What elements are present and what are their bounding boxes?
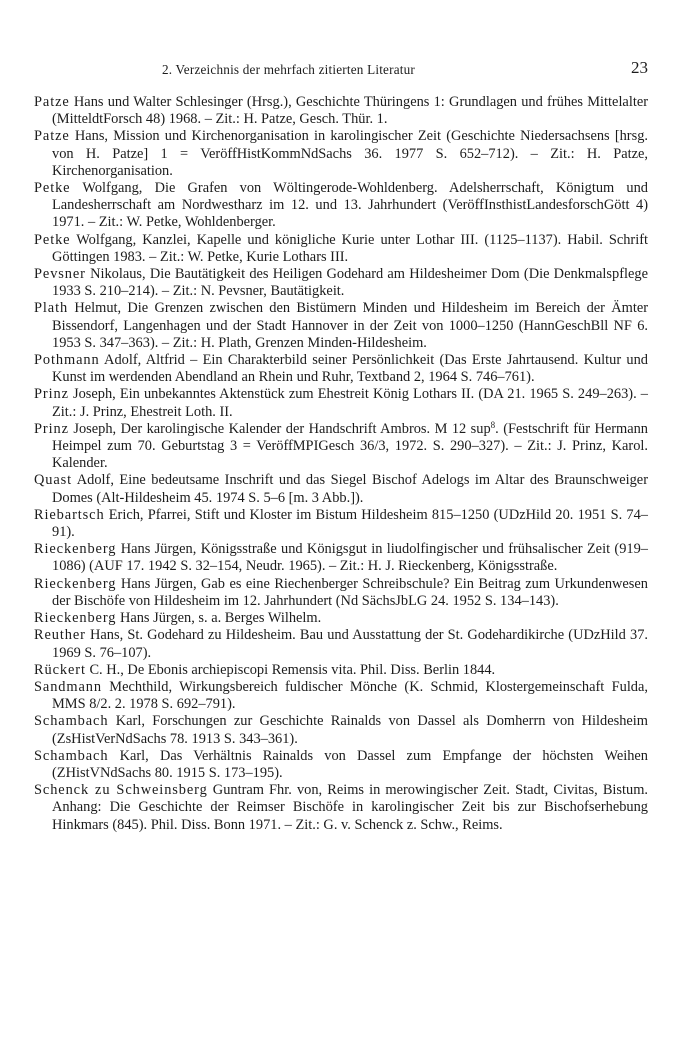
entry-text: Hans, Mission und Kirchenorganisation in karolingischer Zeit (Geschichte Niedersachsens [hrsg. von H. Patze] 1 = VeröffHistKommNdSachs 36. 1977 S. 652–712). – Zit.: H. Patze, Kirchenorganisation. — [52, 128, 648, 179]
entry-author: Patze — [34, 94, 70, 110]
entry-author: Schambach — [34, 713, 109, 730]
entry-text: Nikolaus, Die Bautätigkeit des Heiligen Godehard am Hildesheimer Dom (Die Denkmalspflege 1933 S. 210–214). – Zit.: N. Pevsner, Bautätigkeit. — [52, 266, 648, 300]
bibliography-entry — [34, 386, 648, 420]
entry-text: Hans, St. Godehard zu Hildesheim. Bau und Ausstattung der St. Godehardikirche (UDzHild 37. 1969 S. 76–107). — [52, 627, 648, 661]
entry-text-continued: . (Festschrift für Hermann Heimpel zum 70. Geburtstag 3 = VeröffMPIGesch 36/3, 1972. S. 290–327). – Zit.: J. Prinz, Karol. Kalender. — [52, 420, 648, 472]
entry-author: Pothmann — [34, 352, 100, 369]
entry-text: Joseph, Ein unbekanntes Aktenstück zum Ehestreit König Lothars II. (DA 21. 1965 S. 249–263). – Zit.: J. Prinz, Ehestreit Loth. II. — [52, 386, 648, 420]
bibliography-entry — [34, 713, 648, 747]
bibliography-entry — [34, 662, 648, 679]
entry-text: Adolf, Altfrid – Ein Charakterbild seiner Persönlichkeit (Das Erste Jahrtausend. Kultur und Kunst im werdenden Abendland an Rhein und Ruhr, Textband 2, 1964 S. 746–761). — [52, 352, 648, 386]
bibliography-entry — [34, 180, 648, 232]
running-head — [34, 58, 648, 82]
entry-author: Prinz — [34, 420, 69, 437]
entry-author: Plath — [34, 300, 69, 317]
entry-text: C. H., De Ebonis archiepiscopi Remensis vita. Phil. Diss. Berlin 1844. — [85, 661, 496, 678]
entry-text: Joseph, Der karolingische Kalender der Handschrift Ambros. M 12 sup — [68, 420, 491, 437]
entry-author: Prinz — [34, 386, 69, 403]
entry-text: Hans und Walter Schlesinger (Hrsg.), Geschichte Thüringens 1: Grundlagen und frühes Mittelalter (MitteldtForsch 48) 1968. – Zit.: H. Patze, Gesch. Thür. 1. — [52, 94, 648, 128]
entry-author: Rieckenberg — [34, 610, 117, 627]
entry-author: Riebartsch — [34, 506, 105, 523]
entry-author: Petke — [34, 180, 71, 197]
entry-text: Wolfgang, Die Grafen von Wöltingerode-Wohldenberg. Adelsherrschaft, Königtum und Landesherrschaft am Nordwestharz im 12. und 13. Jahrhundert (VeröffInsthistLandesforschGött 4) 1971. – Zit.: W. Petke, Wohldenberger. — [52, 180, 648, 231]
entry-author: Rieckenberg — [34, 575, 117, 592]
entry-superscript: 8 — [490, 419, 496, 430]
entry-author: Rückert — [34, 661, 86, 678]
bibliography-entry — [34, 610, 648, 627]
bibliography-entry — [34, 748, 648, 782]
bibliography-entry — [34, 679, 648, 713]
bibliography-entry — [34, 300, 648, 352]
entry-author: Schambach — [34, 747, 109, 764]
bibliography-entry — [34, 507, 648, 541]
bibliography-entry — [34, 541, 648, 575]
entry-text: Wolfgang, Kanzlei, Kapelle und königliche Kurie unter Lothar III. (1125–1137). Habil. Schrift Göttingen 1983. – Zit.: W. Petke, Kurie Lothars III. — [52, 231, 648, 265]
bibliography-entry — [34, 627, 648, 661]
entry-text: Hans Jürgen, Königsstraße und Königsgut in liudolfingischer und frühsalischer Zeit (919–1086) (AUF 17. 1942 S. 32–154, Neudr. 1965). – Zit.: H. J. Rieckenberg, Königsstraße. — [52, 541, 648, 575]
entry-text: Hans Jürgen, s. a. Berges Wilhelm. — [116, 610, 322, 627]
entry-author: Patze — [34, 128, 70, 145]
entry-author: Reuther — [34, 627, 86, 644]
page-number: 23 — [631, 58, 648, 77]
entry-author: Quast — [34, 472, 73, 489]
entry-author: Petke — [34, 231, 71, 248]
entry-text: Adolf, Eine bedeutsame Inschrift und das Siegel Bischof Adelogs im Altar des Braunschweiger Domes (Alt-Hildesheim 45. 1974 S. 5–6 [m. 3 Abb.]). — [52, 472, 648, 506]
entry-author: Pevsner — [34, 266, 86, 283]
bibliography-entry — [34, 232, 648, 266]
bibliography-list — [34, 94, 648, 834]
bibliography-entry — [34, 266, 648, 300]
bibliography-entry — [34, 421, 648, 473]
entry-text: Erich, Pfarrei, Stift und Kloster im Bistum Hildesheim 815–1250 (UDzHild 20. 1951 S. 74–91). — [52, 506, 648, 541]
bibliography-entry — [34, 352, 648, 386]
entry-text: Karl, Forschungen zur Geschichte Rainalds von Dassel als Domherrn von Hildesheim (ZsHistVerNdSachs 78. 1913 S. 343–361). — [52, 713, 648, 747]
entry-text: Guntram Fhr. von, Reims in merowingischer Zeit. Stadt, Civitas, Bistum. Anhang: Die Geschichte der Reimser Bischöfe in karolingischer Zeit bis zur Bischofserhebung Hinkmars (845). Phil. Diss. Bonn 1971. – Zit.: G. v. Schenck z. Schw., Reims. — [52, 782, 648, 833]
bibliography-entry — [34, 128, 648, 180]
bibliography-entry — [34, 782, 648, 834]
running-title: 2. Verzeichnis der mehrfach zitierten Literatur — [162, 62, 416, 77]
entry-author: Schenck zu Schweinsberg — [34, 782, 208, 799]
entry-text: Mechthild, Wirkungsbereich fuldischer Mönche (K. Schmid, Klostergemeinschaft Fulda, MMS 8/2. 2. 1978 S. 692–791). — [52, 678, 648, 713]
entry-author: Rieckenberg — [34, 541, 117, 558]
bibliography-entry — [34, 472, 648, 506]
entry-text: Karl, Das Verhältnis Rainalds von Dassel zum Empfange der höchsten Weihen (ZHistVNdSachs 80. 1915 S. 173–195). — [52, 747, 648, 781]
entry-text: Hans Jürgen, Gab es eine Riechenberger Schreibschule? Ein Beitrag zum Urkundenwesen der Bischöfe von Hildesheim im 12. Jahrhundert (Nd SächsJbLG 24. 1952 S. 134–143). — [52, 575, 648, 609]
bibliography-entry — [34, 576, 648, 610]
entry-author: Sandmann — [34, 678, 102, 695]
entry-text: Helmut, Die Grenzen zwischen den Bistümern Minden und Hildesheim im Bereich der Ämter Bissendorf, Langenhagen und der Stadt Hannover in der Zeit von 1000–1250 (HannGeschBll NF 6. 1953 S. 347–363). – Zit.: H. Plath, Grenzen Minden-Hildesheim. — [52, 300, 648, 351]
bibliography-entry — [34, 94, 648, 128]
